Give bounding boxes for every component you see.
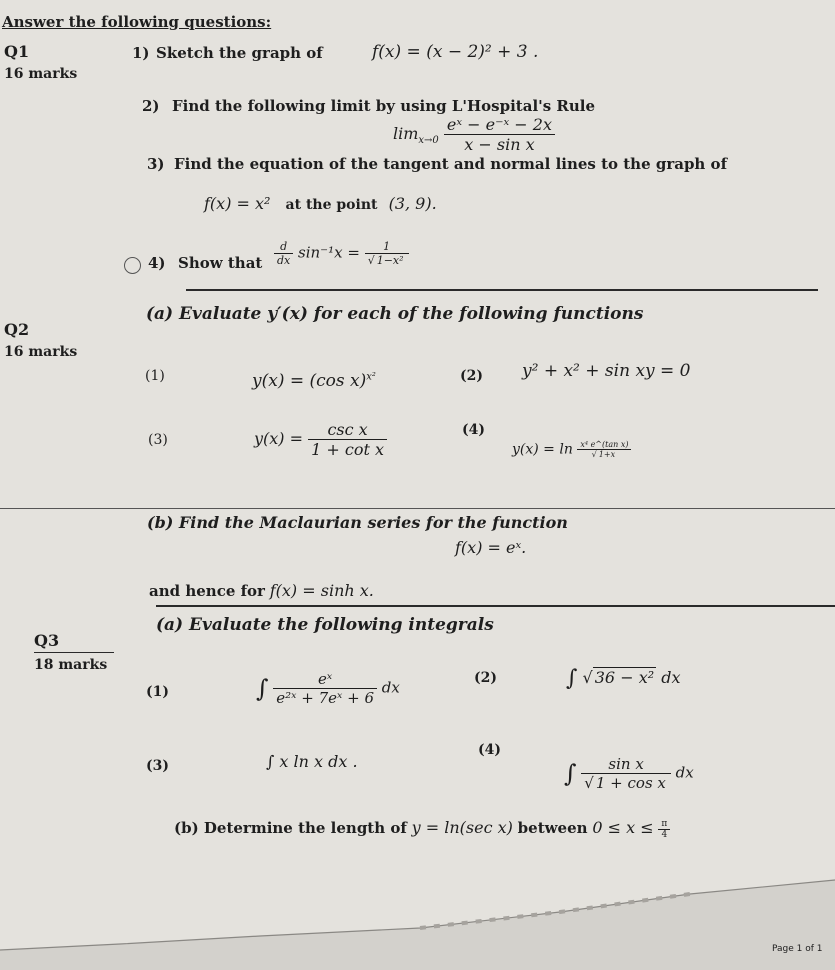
q3-part-b-range: 0 ≤ x ≤ <box>592 818 654 837</box>
q3-part-b-text2: between <box>517 819 588 837</box>
q2-part-b-text2: and hence for <box>149 582 265 600</box>
q3-item2-expression: ∫ √ 36 − x² dx <box>566 666 681 691</box>
divider-q1-q2 <box>186 289 818 291</box>
four: 4 <box>658 829 670 840</box>
integral-sign: ∫ <box>564 759 577 788</box>
q1-part4-text: Show that <box>178 254 263 272</box>
q2-item3-denominator: 1 + cot x <box>308 439 387 459</box>
q2-item3-fraction <box>308 420 387 459</box>
q3-marks: 18 marks <box>34 657 108 673</box>
sqrt-term: √ 1−x² <box>365 253 409 267</box>
q3-item2-number: (2) <box>474 670 497 686</box>
q2-part-b-function2: f(x) = sinh x. <box>269 581 374 600</box>
q3-item4-expression <box>564 755 694 792</box>
integral-sign: ∫ <box>256 674 269 703</box>
q1-part1-text: Sketch the graph of <box>156 44 323 62</box>
q3-item4-radicand: 1 + cos x <box>595 774 666 792</box>
q3-item3-number: (3) <box>146 758 169 774</box>
derivative-dx: dx <box>274 253 293 267</box>
q2-item3-numerator: csc x <box>327 420 368 439</box>
q2-item4-number: (4) <box>462 422 485 438</box>
arcsin-term: sin⁻¹x = <box>298 243 360 262</box>
pi: π <box>661 818 668 829</box>
q2-marks: 16 marks <box>4 344 78 360</box>
q1-part3-text: Find the equation of the tangent and normal lines to the graph of <box>174 155 728 173</box>
q1-part3-line2 <box>204 194 437 213</box>
sqrt-radicand: 1−x² <box>376 254 404 267</box>
q3-item2-dx: dx <box>661 668 681 687</box>
fraction-one: 1 <box>383 240 391 253</box>
q1-part1-function: f(x) = (x − 2)² + 3 . <box>372 42 539 62</box>
q3-item4-numerator: sin x <box>608 755 644 773</box>
q2-item3-expression <box>254 420 387 459</box>
divider-q2-q3 <box>156 605 835 607</box>
limit-fraction <box>444 115 555 154</box>
margin-circle-mark <box>124 257 141 274</box>
q2-item4-radicand: 1+x <box>598 450 616 459</box>
q3-item2-radicand: 36 − x² <box>594 668 655 687</box>
q2-part-b-line2 <box>149 581 374 600</box>
q1-limit-expression <box>393 115 555 154</box>
q1-part2-text: Find the following limit by using L'Hospital's Rule <box>172 97 596 115</box>
limit-numerator: eˣ − e⁻ˣ − 2x <box>446 115 552 134</box>
page-footer: Page 1 of 1 <box>772 944 823 954</box>
q2-item1-number: (1) <box>145 368 165 384</box>
q3-part-a-text: (a) Evaluate the following integrals <box>156 615 494 635</box>
q3-part-b-function: y = ln(sec x) <box>411 818 513 837</box>
limit-subscript: x→0 <box>418 135 439 147</box>
q2-part-b-text: (b) Find the Maclaurian series for the function <box>147 513 568 532</box>
q2-item1-base: y(x) = (cos x) <box>252 371 367 391</box>
limit-symbol: lim <box>393 124 419 143</box>
q3-item1-dx: dx <box>381 678 400 697</box>
page-header: Answer the following questions: <box>2 13 272 31</box>
q3-item4-fraction <box>581 755 671 792</box>
q2-part-a-text: (a) Evaluate y′(x) for each of the following functions <box>146 304 644 324</box>
q1-part2-number: 2) <box>142 97 160 115</box>
q2-item4-lhs: y(x) = ln <box>512 441 573 458</box>
divider-q2-b <box>0 508 835 509</box>
q1-part3-text2: at the point <box>285 197 378 213</box>
q3-item4-denominator: √ 1 + cos x <box>581 773 671 792</box>
q3-item1-denominator: e²ˣ + 7eˣ + 6 <box>273 688 377 707</box>
derivative-operator <box>274 240 293 267</box>
q1-part3-number: 3) <box>147 155 165 173</box>
q2-item4-numerator: x⁴ e^(tan x) <box>580 440 629 449</box>
q2-part-b-function: f(x) = eˣ. <box>455 538 527 557</box>
q3-item3-expression: ∫ x ln x dx . <box>266 752 358 771</box>
q3-item1-number: (1) <box>146 684 169 700</box>
q1-part4-expression <box>274 240 409 267</box>
arcsin-derivative-fraction <box>365 240 409 267</box>
q3-item4-number: (4) <box>478 742 501 758</box>
q1-part3-point: (3, 9). <box>388 194 437 213</box>
q1-part4-number: 4) <box>148 254 166 272</box>
q2-item3-lhs: y(x) = <box>254 429 304 448</box>
derivative-d: d <box>280 240 288 253</box>
q3-item1-fraction <box>273 670 377 707</box>
q2-label: Q2 <box>4 320 30 339</box>
q2-item3-number: (3) <box>148 432 168 448</box>
q1-part1-number: 1) <box>132 44 150 62</box>
q2-item1-expression <box>252 371 376 391</box>
q3-item4-dx: dx <box>675 763 694 782</box>
q3-label: Q3 <box>34 631 60 650</box>
q3-item1-expression <box>256 670 400 707</box>
q2-item2-number: (2) <box>460 368 483 384</box>
q2-item4-denominator: √ 1+x <box>577 449 631 459</box>
q2-item4-expression <box>512 440 631 459</box>
q3-part-b <box>174 818 670 840</box>
integral-sign: ∫ <box>566 666 578 691</box>
limit-denominator: x − sin x <box>444 134 555 154</box>
q2-item1-power: x² <box>366 371 376 383</box>
q3-part-b-upper-bound <box>658 819 670 840</box>
q3-label-rule <box>34 652 114 653</box>
q3-item1-numerator: eˣ <box>318 670 333 688</box>
q1-label: Q1 <box>4 42 30 61</box>
q1-marks: 16 marks <box>4 66 78 82</box>
q1-part3-function: f(x) = x² <box>204 194 271 213</box>
torn-page-edge <box>0 850 835 970</box>
q2-item2-expression: y² + x² + sin xy = 0 <box>522 361 691 381</box>
q2-item4-fraction <box>577 440 631 459</box>
q3-part-b-text: (b) Determine the length of <box>174 819 407 837</box>
